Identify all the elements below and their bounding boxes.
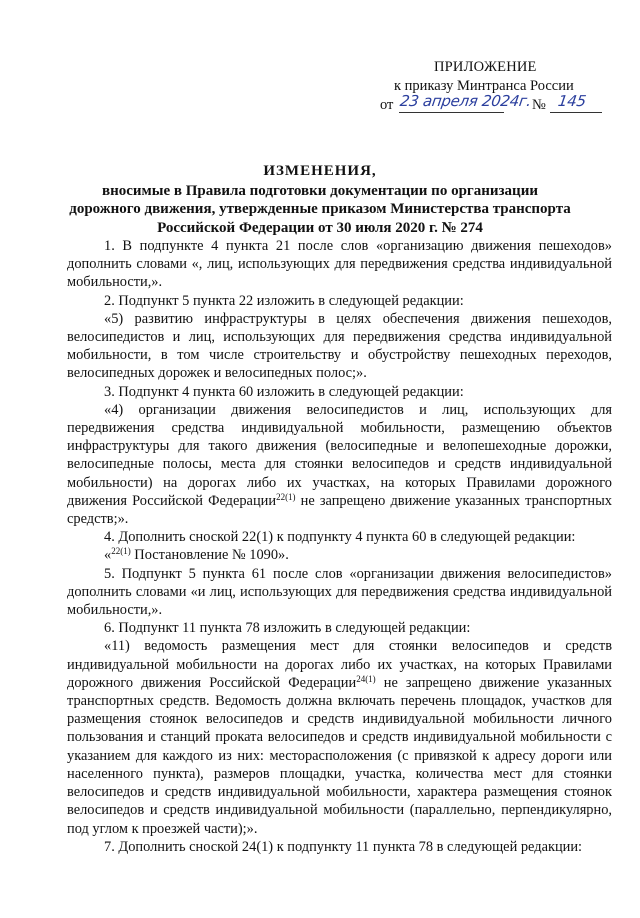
paragraph-6: 4. Дополнить сноской 22(1) к подпункту 4 пункта 60 в следующей редакции: [104,529,576,546]
paragraph-5-text: «4) организации движения велосипедистов и лиц, использующих для передвижения средства индивидуальной мобильности, размещению объектов инфраструктуры для такого движения (велосипедные и велопешеходные дорожки, велосипедные полосы, места для стоянки велосипедов и средств индивидуальной мобильности) на дорогах либо их участках, на которых Правилами дорожного движения Российской Федерации [67,401,612,509]
handwritten-number: 145 [556,92,588,110]
paragraph-9: 6. Подпункт 11 пункта 78 изложить в следующей редакции: [104,620,471,637]
date-underline [399,112,504,113]
document-body [67,237,612,856]
document-heading [60,162,580,237]
appendix-title: ПРИЛОЖЕНИЕ [434,59,537,75]
paragraph-4: 3. Подпункт 4 пункта 60 изложить в следующей редакции: [104,383,464,400]
footnote-ref-22-1: 22(1) [276,491,296,502]
heading-line-4: Российской Федерации от 30 июля 2020 г. № 274 [157,219,483,236]
paragraph-10-text: «11) ведомость размещения мест для стоянки велосипедов и средств индивидуальной мобильности на дорогах либо их участках, на которых Правилами дорожного движения Российской Федерации [67,638,612,691]
paragraph-2: 2. Подпункт 5 пункта 22 изложить в следующей редакции: [104,292,464,309]
paragraph-7-text: Постановление № 1090». [130,547,289,564]
appendix-order-ref: к приказу Минтранса России [394,78,574,94]
date-prefix: от [380,97,394,113]
footnote-ref-24-1: 24(1) [356,673,376,684]
number-underline [550,112,602,113]
paragraph-7 [67,546,612,564]
paragraph-1: 1. В подпункте 4 пункта 21 после слов «организацию движения пешеходов» дополнить словами «, лиц, использующих для передвижения средства индивидуальной мобильности,». [67,238,612,291]
paragraph-7-open-quote: « [104,547,112,564]
heading-line-3: дорожного движения, утвержденные приказом Министерства транспорта [69,201,571,217]
paragraph-11: 7. Дополнить сноской 24(1) к подпункту 11 пункта 78 в следующей редакции: [104,838,583,855]
paragraph-5 [67,401,612,528]
paragraph-8: 5. Подпункт 5 пункта 61 после слов «организации движения велосипедистов» дополнить словами «и лиц, использующих для передвижения средства индивидуальной мобильности,». [67,565,612,619]
handwritten-date: 23 апреля 2024г. [398,92,533,110]
paragraph-3: «5) развитию инфраструктуры в целях обеспечения движения пешеходов, велосипедистов и лиц, использующих для передвижения средства индивидуальной мобильности, в том числе строительству и обустройству пешеходных переходов, велосипедных дорожек и велосипедных полос;». [67,310,612,382]
paragraph-10 [67,637,612,837]
heading-line-2: вносимые в Правила подготовки документации по организации [102,182,538,199]
paragraph-5-tail: не запрещено движение указанных транспортных средств;». [67,492,612,528]
appendix-date-line [372,92,612,117]
number-sign: № [532,97,546,113]
appendix-block [372,58,612,117]
footnote-mark-22-1: 22(1) [111,546,131,557]
paragraph-10-tail: не запрещено движение указанных транспортных средств. Ведомость должна включать перечень площадок, участков для размещения стоянок велосипедов и средств индивидуальной мобильности личного пользования и станций проката велосипедов и средств индивидуальной мобильности с указанием для каждого из них: месторасположения (с привязкой к адресу дороги или населенного пункта), размеров площадки, участка, количества мест для стоянки велосипедов и средств индивидуальной мобильности, характера размещения стоянок велосипедов и средств индивидуальной мобильности (параллельно, перпендикулярно, под углом к проезжей части);». [67,674,612,837]
heading-title: ИЗМЕНЕНИЯ, [263,163,377,179]
